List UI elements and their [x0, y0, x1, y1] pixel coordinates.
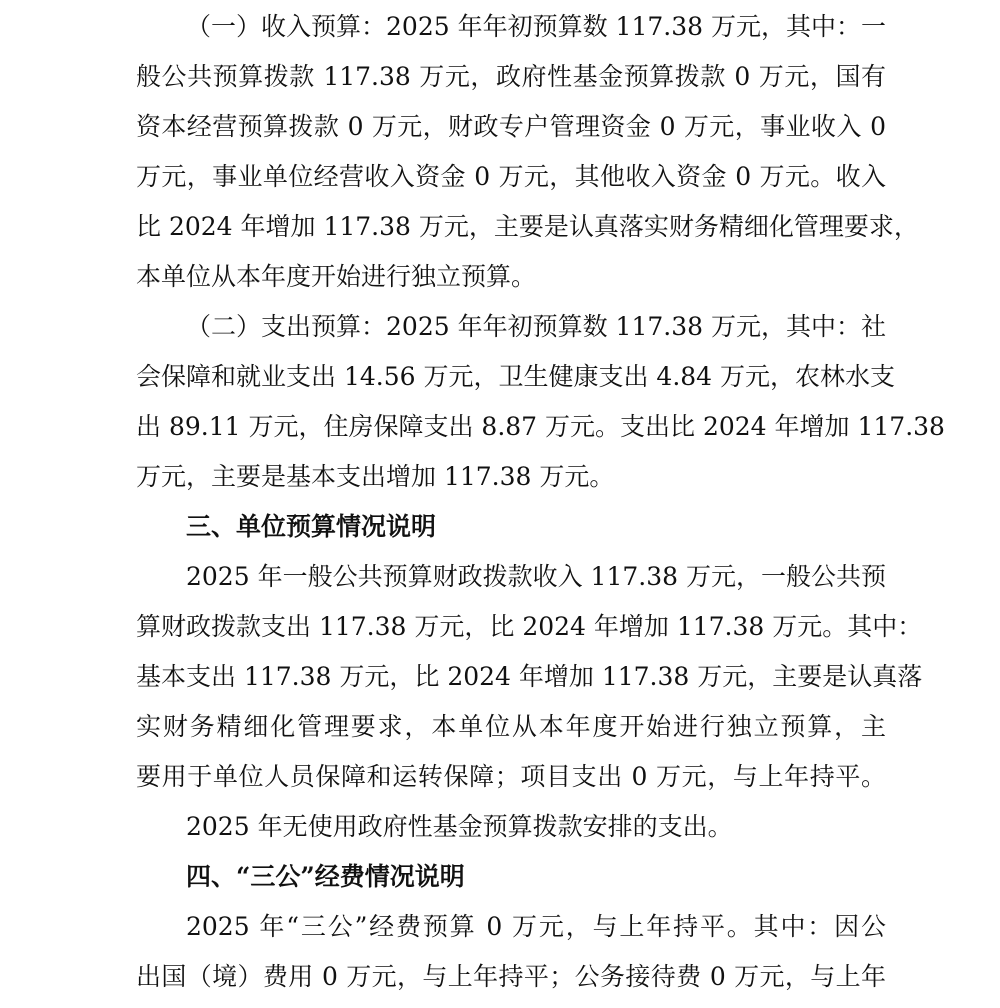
unit-budget-line-2: 算财政拨款支出 117.38 万元，比 2024 年增加 117.38 万元。其中： [136, 612, 923, 641]
income-line-2: 般公共预算拨款 117.38 万元，政府性基金预算拨款 0 万元，国有 [136, 62, 886, 91]
expenditure-line-3: 出 89.11 万元，住房保障支出 8.87 万元。支出比 2024 年增加 117.38 [136, 412, 945, 441]
section-3-heading: 三、单位预算情况说明 [186, 512, 437, 541]
income-line-5: 比 2024 年增加 117.38 万元，主要是认真落实财务精细化管理要求， [136, 212, 919, 241]
expenditure-line-4: 万元，主要是基本支出增加 117.38 万元。 [136, 462, 615, 491]
section-4-heading: 四、“三公”经费情况说明 [186, 862, 465, 891]
unit-budget-line-5: 要用于单位人员保障和运转保障；项目支出 0 万元，与上年持平。 [136, 762, 886, 791]
unit-budget-line-3: 基本支出 117.38 万元，比 2024 年增加 117.38 万元，主要是认真落 [136, 662, 923, 691]
gov-fund-line: 2025 年无使用政府性基金预算拨款安排的支出。 [186, 812, 733, 841]
expenditure-line-2: 会保障和就业支出 14.56 万元，卫生健康支出 4.84 万元，农林水支 [136, 362, 896, 391]
income-line-1: （一）收入预算：2025 年年初预算数 117.38 万元，其中：一 [186, 12, 886, 41]
three-public-line-2: 出国（境）费用 0 万元，与上年持平；公务接待费 0 万元，与上年 [136, 962, 886, 991]
unit-budget-line-1: 2025 年一般公共预算财政拨款收入 117.38 万元，一般公共预 [186, 562, 886, 591]
income-line-3: 资本经营预算拨款 0 万元，财政专户管理资金 0 万元，事业收入 0 [136, 112, 886, 141]
income-line-6: 本单位从本年度开始进行独立预算。 [136, 262, 537, 291]
expenditure-line-1: （二）支出预算：2025 年年初预算数 117.38 万元，其中：社 [186, 312, 886, 341]
income-line-4: 万元，事业单位经营收入资金 0 万元，其他收入资金 0 万元。收入 [136, 162, 886, 191]
unit-budget-line-4: 实财务精细化管理要求，本单位从本年度开始进行独立预算，主 [136, 712, 886, 741]
three-public-line-1: 2025 年“三公”经费预算 0 万元，与上年持平。其中：因公 [186, 912, 886, 941]
